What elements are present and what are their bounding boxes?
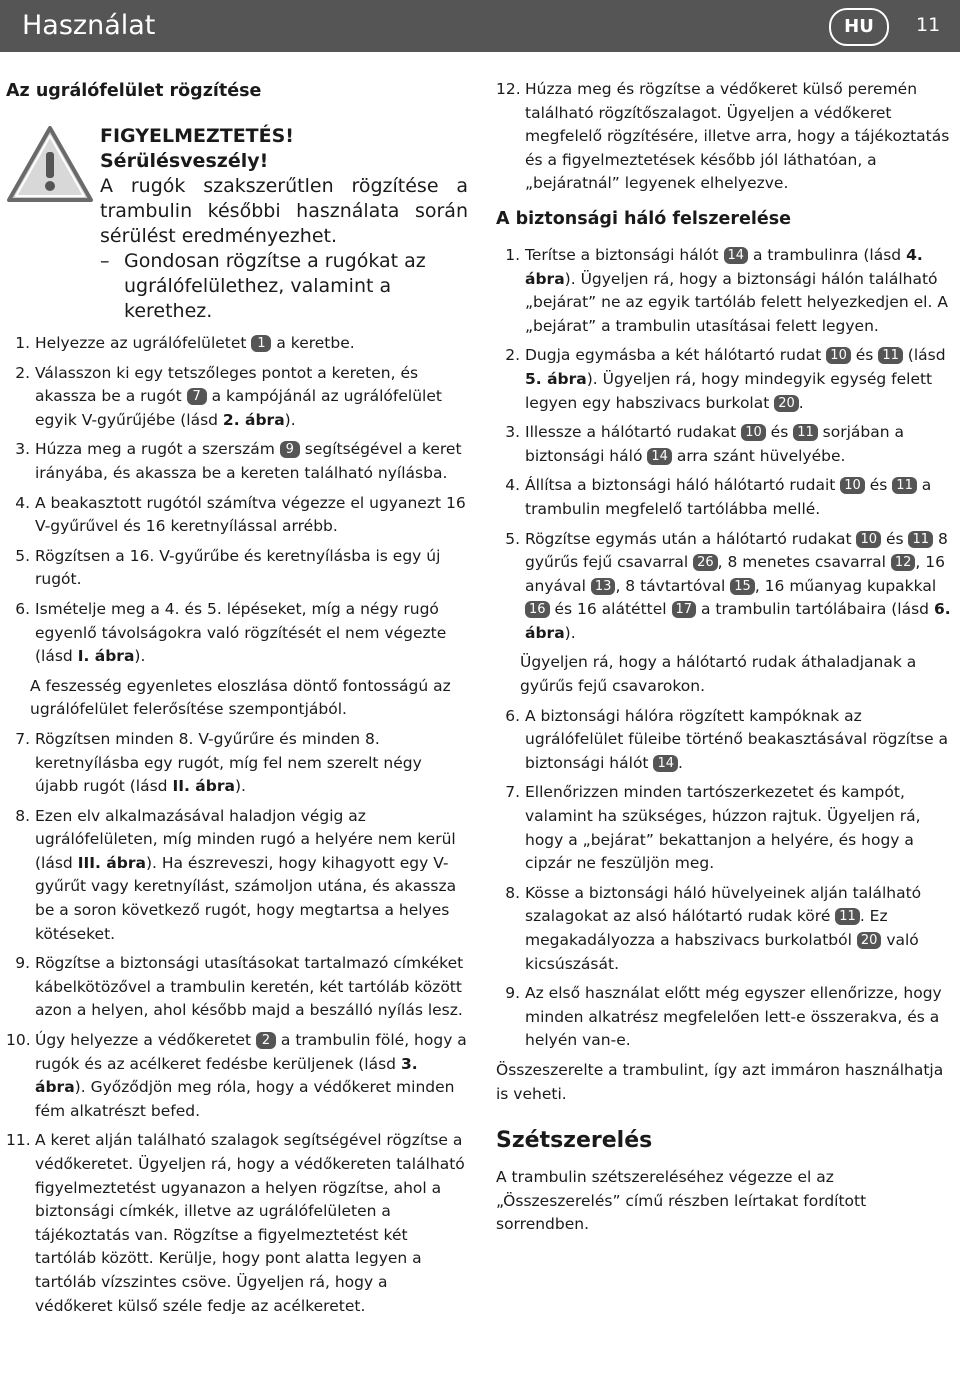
warning-triangle-icon (6, 124, 96, 324)
part-badge: 10 (856, 531, 881, 548)
step-number: 3. (15, 440, 30, 459)
left-column (6, 78, 468, 1324)
warning-bullet-text: Gondosan rögzítse a rugókat az ugrálófelülethez, valamint a kerethez. (124, 250, 426, 322)
part-badge: 13 (591, 578, 616, 595)
list-item: 6. A biztonsági hálóra rögzített kampóknak az ugrálófelület füleibe történő beakasztásával rögzítse a biztonsági hálót 14 . (505, 706, 949, 772)
list-item: 1. Terítse a biztonsági hálót 14 a trambulinra (lásd 4. ábra). Ügyeljen rá, hogy a biztonsági hálón található „bejárat” ne az egyik tartóláb felett helyezkedjen el. A „bejárat” a trambulin utasításai felett legyen. (505, 245, 948, 335)
part-badge: 11 (793, 424, 818, 441)
section-heading-disassembly: Szétszerelés (496, 1128, 653, 1154)
list-item: 9. Rögzítse a biztonsági utasításokat tartalmazó címkéket kábelkötözővel a trambulin keretén, két tartóláb között azon a helyen, ahol később majd a beszálló nyílás lesz. (6, 952, 468, 1023)
section-heading-surface: Az ugrálófelület rögzítése (6, 81, 262, 101)
list-item: 4. A beakasztott rugótól számítva végezze el ugyanezt 16 V-gyűrűvel és 16 keretnyílással arrébb. (6, 492, 468, 539)
warning-bullet (100, 249, 468, 324)
part-badge: 14 (653, 755, 678, 772)
part-badge: 20 (857, 932, 882, 949)
list-item: 3. Illessze a hálótartó rudakat 10 és 11 sorjában a biztonsági háló 14 arra szánt hüvelyébe. (505, 423, 904, 465)
part-badge: 10 (826, 347, 851, 364)
warning-subtitle: Sérülésveszély! (100, 150, 269, 172)
part-badge: 16 (525, 601, 550, 618)
step-number: 4. (15, 493, 30, 512)
list-item: 4. Állítsa a biztonsági háló hálótartó rudait 10 és 11 a trambulin megfelelő tartólábba mellé. (505, 476, 932, 518)
list-item: 9. Az első használat előtt még egyszer ellenőrizze, hogy minden alkatrész megfelelően lett-e összerakva, és a helyén van-e. (505, 984, 942, 1050)
part-badge: 14 (724, 247, 749, 264)
step-number: 1. (15, 334, 30, 352)
list-item: 8. Kösse a biztonsági háló hüvelyeinek alján található szalagokat az alsó hálótartó rudak köré 11 . Ez megakadályozza a habszivacs burkolatból 20 való kicsúszását. (505, 883, 922, 973)
part-badge: 12 (891, 554, 916, 571)
step-number: 12. (496, 80, 521, 98)
section-title: Használat (22, 10, 156, 41)
dash-marker: – (100, 250, 110, 272)
list-item: 1. Helyezze az ugrálófelületet 1 a keretbe. (6, 332, 468, 356)
step-note: A feszesség egyenletes eloszlása döntő fontosságú az ugrálófelület felerősítése szempontjából. (30, 676, 451, 719)
part-badge: 11 (878, 347, 903, 364)
list-item: 6. Ismételje meg a 4. és 5. lépéseket, míg a négy rugó egyenlő távolságokra való rögzítését el nem végezte (lásd I. ábra). (6, 598, 468, 669)
step-number: 6. (15, 599, 30, 618)
part-badge: 9 (280, 441, 300, 458)
page-number: 11 (916, 14, 941, 36)
list-item: 2. Válasszon ki egy tetszőleges pontot a kereten, és akassza be a rugót 7 a kampójánál az ugrálófelület egyik V-gyűrűjébe (lásd 2. ábra). (6, 362, 468, 433)
list-item: 7. Rögzítsen minden 8. V-gyűrűre és minden 8. keretnyílásba egy rugót, míg fel nem szerelt négy újabb rugót (lásd II. ábra). (6, 728, 468, 799)
part-badge: 17 (672, 601, 697, 618)
part-badge: 11 (908, 531, 933, 548)
step-number: 7. (15, 729, 30, 748)
step-number: 2. (15, 363, 30, 382)
list-item: 3. Húzza meg a rugót a szerszám 9 segítségével a keret irányába, és akassza be a kereten található nyílásba. (6, 438, 468, 485)
part-badge: 11 (892, 477, 917, 494)
part-badge: 10 (840, 477, 865, 494)
step-number: 9. (15, 954, 30, 973)
list-item: 7. Ellenőrizzen minden tartószerkezetet és kampót, valamint ha szükséges, húzzon rajtuk. Ügyeljen rá, hogy a „bejárat” bekattanjon a helyére, és hogy a cipzár ne feszüljön meg. (505, 783, 921, 873)
closing-text: Összeszerelte a trambulint, így azt immáron használhatja is veheti. (496, 1060, 944, 1103)
list-item: 5. Rögzítse egymás után a hálótartó rudakat 10 és 11 8 gyűrűs fejű csavarral 26 , 8 menetes csavarral 12 , 16 anyával 13 , 8 távtartóval 15 , 16 műanyag kupakkal 16 és 16 alátéttel 17 a trambulin tartólábaira (lásd 6. ábra). (505, 529, 951, 642)
warning-body: A rugók szakszerűtlen rögzítése a trambulin későbbi használata során sérülést eredményezhet. (100, 175, 468, 247)
list-item: 8. Ezen elv alkalmazásával haladjon végig az ugrálófelületen, míg minden rugó a helyére nem kerül (lásd III. ábra). Ha észreveszi, hogy kihagyott egy V-gyűrűt vagy keretnyílást, számoljon utána, és akassza be a soron következő rugót, hogy megtartsa a helyes kötéseket. (6, 805, 468, 947)
part-badge: 20 (774, 395, 799, 412)
part-badge: 10 (741, 424, 766, 441)
section-heading-net: A biztonsági háló felszerelése (496, 208, 792, 229)
step-number: 5. (15, 546, 30, 565)
part-badge: 1 (251, 335, 271, 352)
disassembly-text: A trambulin szétszereléséhez végezze el az „Összeszerelés” című részben leírtakat fordított sorrendben. (496, 1168, 867, 1234)
step-number: 8. (15, 806, 30, 825)
part-badge: 26 (693, 554, 718, 571)
language-badge: HU (829, 8, 889, 46)
step-note: Ügyeljen rá, hogy a hálótartó rudak áthaladjanak a gyűrűs fejű csavarokon. (520, 653, 917, 696)
right-column (496, 78, 958, 1243)
list-item: 10. Úgy helyezze a védőkeretet 2 a trambulin fölé, hogy a rugók és az acélkeret fedésbe kerüljenek (lásd 3. ábra). Győződjön meg róla, hogy a védőkeret minden fém alkatrészt befed. (6, 1029, 468, 1123)
list-item: 5. Rögzítsen a 16. V-gyűrűbe és keretnyílásba is egy új rugót. (6, 545, 468, 592)
assembly-steps (6, 332, 468, 1318)
warning-box (6, 124, 468, 324)
page-header (0, 0, 960, 52)
part-badge: 11 (835, 908, 860, 925)
part-badge: 2 (256, 1032, 276, 1049)
list-item: 12. Húzza meg és rögzítse a védőkeret külső peremén található rögzítőszalagot. Ügyeljen a védőkeret megfelelő rögzítésére, illetve arra, hogy a tájékoztatás és a figyelmeztetések később jól láthatóan, a „bejáratnál” legyenek elhelyezve. (496, 78, 958, 196)
warning-title: FIGYELMEZTETÉS! (100, 125, 294, 147)
step-number: 10. (6, 1031, 31, 1050)
part-badge: 7 (187, 388, 207, 405)
list-item: 2. Dugja egymásba a két hálótartó rudat 10 és 11 (lásd 5. ábra). Ügyeljen rá, hogy mindegyik egység felett legyen egy habszivacs burkolat 20 . (505, 346, 946, 412)
list-item: 11. A keret alján található szalagok segítségével rögzítse a védőkeretet. Ügyeljen rá, hogy a védőkereten található figyelmeztetést ugyanazon a helyen rögzítse, ahol a biztonsági címkék, illetve az ugrálófelületen a tájékoztatás van. Rögzítse a figyelmeztetést két tartóláb között. Kerülje, hogy pont alatta legyen a tartóláb vízszintes csöve. Ügyeljen rá, hogy a védőkeret külső széle fedje az acélkeretet. (6, 1129, 468, 1318)
part-badge: 15 (730, 578, 755, 595)
step-number: 11. (6, 1131, 31, 1150)
part-badge: 14 (647, 448, 672, 465)
